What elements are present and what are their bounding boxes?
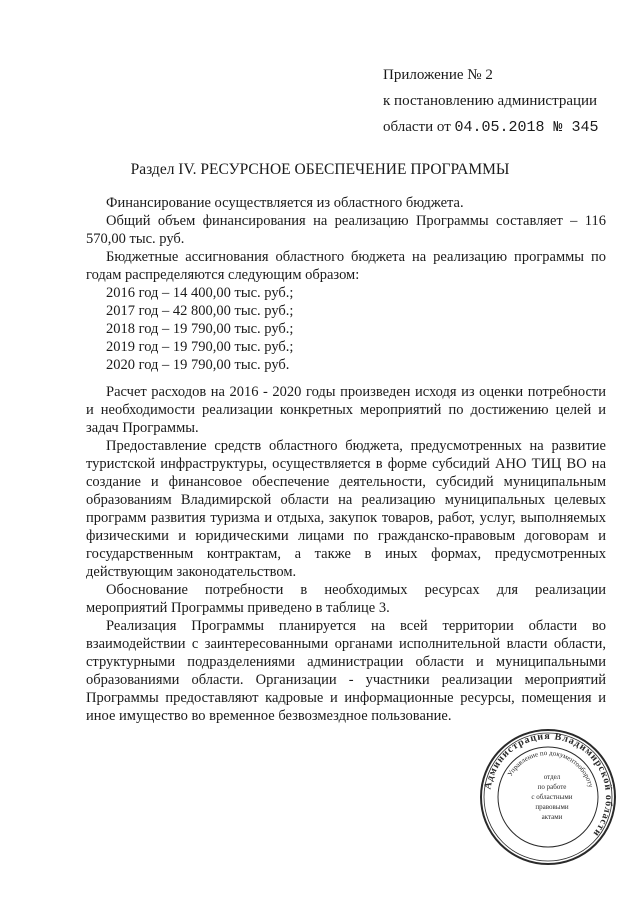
- region-label: области от: [383, 119, 455, 135]
- cost-calculation-paragraph: Расчет расходов на 2016 - 2020 годы произведен исходя из оценки потребности и необходимости реализации конкретных мероприятий по достижению целей и задач Программы.: [86, 384, 606, 436]
- stamp-center-line: актами: [541, 813, 563, 821]
- funding-source-paragraph: Финансирование осуществляется из областного бюджета.: [106, 195, 464, 211]
- implementation-paragraph: Реализация Программы планируется на всей территории области во взаимодействии с заинтересованными органами исполнительной власти области, структурными подразделениями администрации области и муниципальными образованиями области. Организации - участники реализации мероприятий Программы предоставляют кадровые и информационные ресурсы, помещения и иное имущество во временное безвозмездное пользование.: [86, 618, 606, 724]
- section-title: Раздел IV. РЕСУРСНОЕ ОБЕСПЕЧЕНИЕ ПРОГРАММЫ: [130, 161, 510, 178]
- year-2019: 2019 год – 19 790,00 тыс. руб.;: [106, 339, 294, 355]
- year-2020: 2020 год – 19 790,00 тыс. руб.: [106, 357, 290, 373]
- resolution-number: 345: [571, 119, 599, 136]
- year-2016: 2016 год – 14 400,00 тыс. руб.;: [106, 285, 294, 301]
- stamp-center-line: с областными: [531, 793, 573, 801]
- stamp-outer-text: Администрация Владимирской области: [482, 730, 615, 840]
- official-stamp: [478, 727, 618, 867]
- stamp-inner-ring-text: Управление по документообороту: [506, 748, 595, 789]
- resolution-date: 04.05.2018: [454, 119, 545, 136]
- stamp-center-line: правовыми: [535, 803, 569, 811]
- year-list: [86, 284, 606, 374]
- funding-block: [86, 194, 606, 374]
- resolution-date-line: [383, 114, 599, 141]
- allocation-paragraph: Бюджетные ассигнования областного бюджета на реализацию программы по годам распределяются следующим образом:: [86, 249, 606, 283]
- total-funding-paragraph: Общий объем финансирования на реализацию Программы составляет – 116 570,00 тыс. руб.: [86, 213, 606, 247]
- stamp-center-line: отдел: [543, 773, 561, 781]
- year-2018: 2018 год – 19 790,00 тыс. руб.;: [106, 321, 294, 337]
- document-header: [383, 62, 599, 141]
- number-sign: №: [544, 119, 572, 136]
- appendix-label: Приложение № 2: [383, 67, 493, 83]
- year-2017: 2017 год – 42 800,00 тыс. руб.;: [106, 303, 294, 319]
- justification-paragraph: Обоснование потребности в необходимых ресурсах для реализации мероприятий Программы приведено в таблице 3.: [86, 582, 606, 616]
- stamp-center-text: [531, 773, 572, 821]
- subsidy-paragraph: Предоставление средств областного бюджета, предусмотренных на развитие туристской инфраструктуры, осуществляется в форме субсидий АНО ТИЦ ВО на создание и финансовое обеспечение деятельности, субсидий муниципальным образованиям Владимирской области на реализацию муниципальных целевых программ развития туризма и отдыха, закупок товаров, работ, услуг, выполняемых физическими и юридическими лицами по гражданско-правовым договорам и государственным контрактам, а также в иных формах, предусмотренных действующим законодательством.: [86, 438, 606, 580]
- stamp-center-line: по работе: [537, 783, 567, 791]
- resolution-label: к постановлению администрации: [383, 93, 598, 109]
- description-block: [86, 383, 606, 725]
